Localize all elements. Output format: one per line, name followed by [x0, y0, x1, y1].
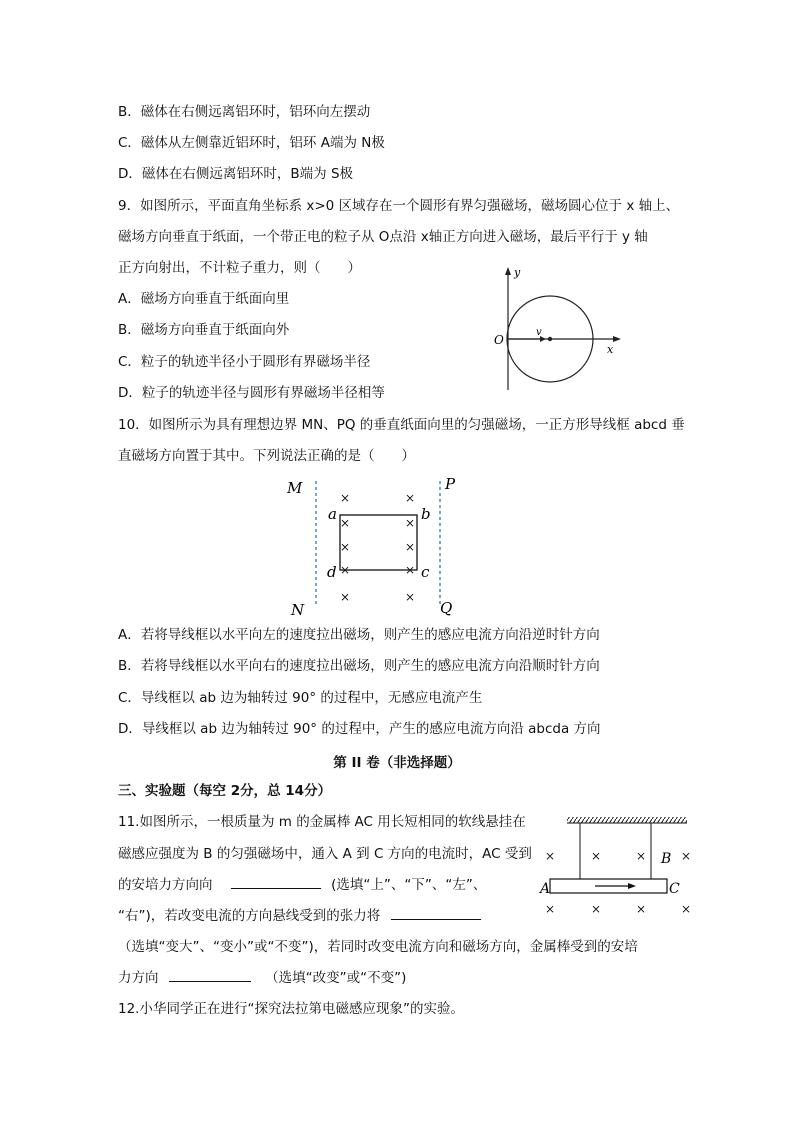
q9-stem-line1: 9．如图所示，平面直角坐标系 x>0 区域存在一个圆形有界匀强磁场，磁场圆心位于 x 轴上、	[118, 198, 680, 214]
label-c: c	[421, 563, 430, 581]
x-axis-arrow-icon	[613, 336, 621, 342]
q11-line5: （选填“变大”、“变小”或“不变”)，若同时改变电流方向和磁场方向，金属棒受到的安培	[118, 939, 638, 955]
cross-mark: ×	[340, 516, 351, 530]
q11-line4	[118, 907, 481, 925]
label-q: Q	[440, 599, 453, 617]
cross-mark: ×	[591, 849, 602, 863]
answer-blank-tension[interactable]	[391, 907, 481, 920]
q10-stem-line2: 直磁场方向置于其中。下列说法正确的是（ ）	[118, 448, 415, 464]
label-a: a	[328, 505, 337, 523]
q11-line3	[118, 876, 486, 894]
cross-mark: ×	[405, 590, 416, 604]
label-b: b	[421, 505, 431, 523]
cross-mark: ×	[405, 563, 416, 577]
cross-mark: ×	[636, 902, 647, 916]
section-3-heading: 三、实验题（每空 2分，总 14分）	[118, 783, 332, 799]
cross-mark: ×	[405, 491, 416, 505]
q11-line6-options: （选填“改变”或“不变”)	[265, 970, 407, 986]
field-crosses	[340, 491, 415, 604]
q11-line2: 磁感应强度为 B 的匀强磁场中，通入 A 到 C 方向的电流时，AC 受到	[118, 846, 532, 862]
origin-label: O	[494, 333, 504, 347]
q11-line3-options: (选填“上”、“下”、“左”、	[331, 877, 487, 893]
cross-mark: ×	[340, 590, 351, 604]
q11-line4-text: “右”)，若改变电流的方向悬线受到的张力将	[118, 908, 381, 924]
answer-blank-force-direction[interactable]	[231, 876, 321, 889]
label-b: B	[661, 851, 672, 867]
cross-mark: ×	[591, 902, 602, 916]
cross-mark: ×	[681, 902, 692, 916]
q11-line1: 11.如图所示，一根质量为 m 的金属棒 AC 用长短相同的软线悬挂在	[118, 814, 526, 830]
q11-line6	[118, 969, 406, 987]
answer-blank-direction-change[interactable]	[169, 969, 251, 982]
label-n: N	[291, 601, 305, 619]
q9-stem-line2: 磁场方向垂直于纸面，一个带正电的粒子从 O点沿 x轴正方向进入磁场，最后平行于 y 轴	[118, 229, 648, 245]
q8-option-b: B．磁体在右侧远离铝环时，铝环向左摆动	[118, 104, 371, 120]
part-2-title: 第 II 卷（非选择题）	[333, 755, 461, 771]
y-axis-arrow-icon	[505, 267, 511, 275]
q11-hanging-rod-figure	[540, 813, 700, 918]
label-m: M	[287, 479, 303, 497]
q9-option-a: A．磁场方向垂直于纸面向里	[118, 291, 290, 307]
q12-stem: 12.小华同学正在进行“探究法拉第电磁感应现象”的实验。	[118, 1001, 464, 1017]
q9-option-d: D．粒子的轨迹半径与圆形有界磁场半径相等	[118, 385, 385, 401]
cross-mark: ×	[545, 902, 556, 916]
q9-circle-field-figure	[490, 264, 630, 394]
y-axis-label: y	[514, 266, 521, 279]
q11-line3-text: 的安培力方向向	[118, 877, 213, 893]
q8-option-c: C．磁体从左侧靠近铝环时，铝环 A端为 N极	[118, 135, 385, 151]
q10-option-a: A．若将导线框以水平向左的速度拉出磁场，则产生的感应电流方向沿逆时针方向	[118, 627, 600, 643]
q8-option-d: D．磁体在右侧远离铝环时，B端为 S极	[118, 166, 354, 182]
cross-mark: ×	[340, 491, 351, 505]
cross-mark: ×	[681, 849, 692, 863]
q9-option-b: B．磁场方向垂直于纸面向外	[118, 322, 290, 338]
label-p: P	[445, 475, 456, 493]
x-axis-label: x	[607, 343, 614, 356]
label-d: d	[327, 563, 337, 581]
q10-option-b: B．若将导线框以水平向右的速度拉出磁场，则产生的感应电流方向沿顺时针方向	[118, 658, 600, 674]
cross-mark: ×	[405, 540, 416, 554]
q9-stem-line3: 正方向射出，不计粒子重力，则（ ）	[118, 260, 361, 276]
velocity-label: v	[536, 327, 542, 338]
q9-option-c: C．粒子的轨迹半径小于圆形有界磁场半径	[118, 354, 371, 370]
cross-mark: ×	[636, 849, 647, 863]
label-c: C	[669, 881, 680, 897]
cross-mark: ×	[340, 540, 351, 554]
q10-option-d: D．导线框以 ab 边为轴转过 90° 的过程中，产生的感应电流方向沿 abcda 方向	[118, 721, 601, 737]
q11-line6-text: 力方向	[118, 970, 159, 986]
circle-center-dot	[548, 337, 552, 341]
cross-mark: ×	[545, 849, 556, 863]
q10-option-c: C．导线框以 ab 边为轴转过 90° 的过程中，无感应电流产生	[118, 690, 483, 706]
q10-stem-line1: 10．如图所示为具有理想边界 MN、PQ 的垂直纸面向里的匀强磁场，一正方形导线框 abcd 垂	[118, 417, 685, 433]
label-a: A	[540, 881, 551, 897]
ceiling-support	[567, 817, 687, 823]
q10-square-loop-figure	[283, 473, 483, 618]
cross-mark: ×	[340, 563, 351, 577]
cross-mark: ×	[405, 516, 416, 530]
